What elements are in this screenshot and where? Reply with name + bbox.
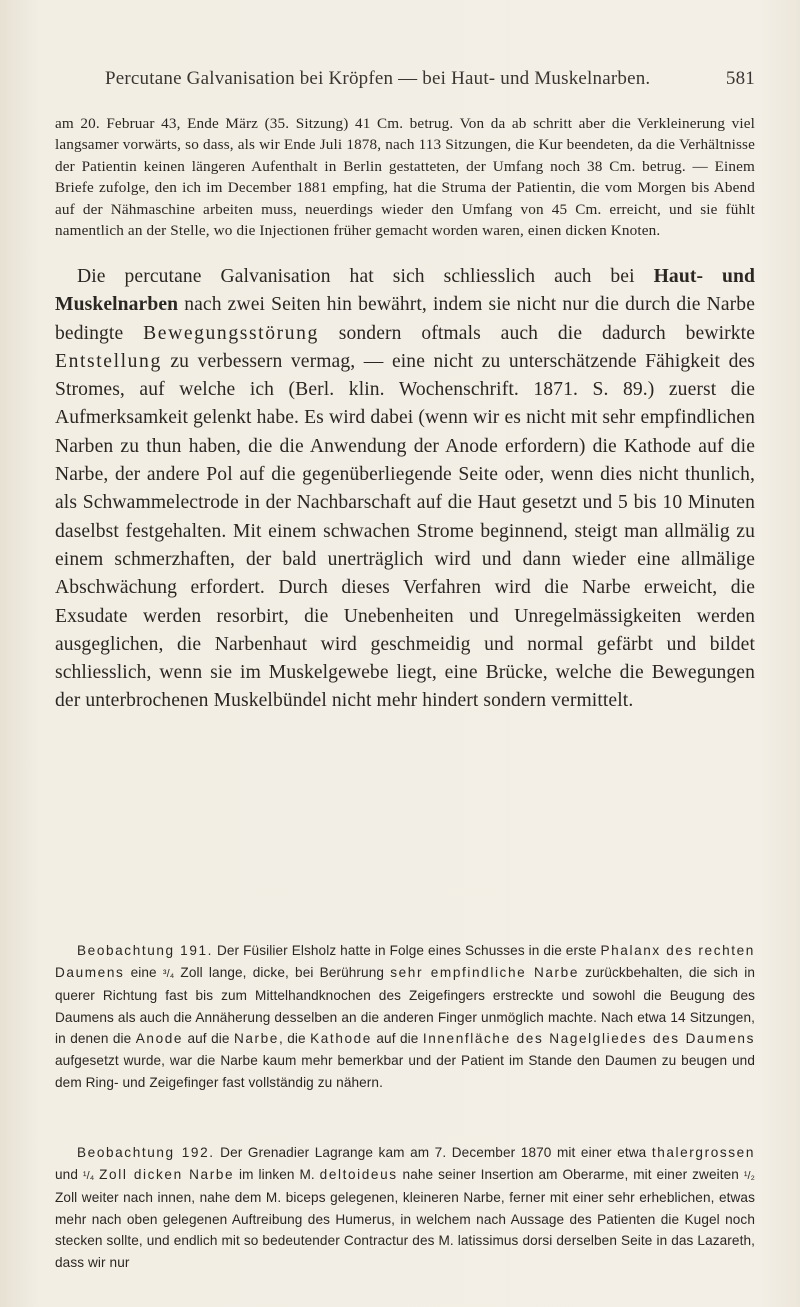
- text-run: zu verbessern vermag, — eine nicht zu unterschätzende Fähigkeit des Stromes, auf welche ich (Berl. klin. Wochenschrift. 1871. S. 89.) zuerst die Aufmerksamkeit gelenkt habe. Es wird dabei (wenn wir es nicht mit sehr empfindlichen Narben zu thun haben, die die Anwendung der Anode erfordern) die Kathode auf die Narbe, der andere Pol auf die gegenüberliegende Seite oder, wenn dies nicht thunlich, als Schwammelectrode in der Nachbarschaft auf die Haut gesetzt und 5 bis 10 Minuten daselbst festgehalten. Mit einem schwachen Strome beginnend, steigt man allmälig zu einem schmerzhaften, der bald unerträglich wird und dann wieder eine allmälige Abschwächung erfordert. Durch dieses Verfahren wird die Narbe erweicht, die Exsudate werden resorbirt, die Unebenheiten und Unregelmässigkeiten werden ausgeglichen, die Narbenhaut wird geschmeidig und normal gefärbt und bildet schliesslich, wenn sie im Muskelgewebe liegt, eine Brücke, welche die Bewegungen der unterbrochenen Muskelbündel nicht mehr hindert sondern vermittelt.: [55, 350, 755, 712]
- emphasis-anode: Anode: [135, 1031, 184, 1047]
- emphasis-bewegungsstoerung: Bewegungsstörung: [143, 322, 319, 344]
- paragraph-galvanisation-scars: [55, 263, 755, 716]
- emphasis-kathode: Kathode: [310, 1031, 372, 1047]
- emphasis-innenflaeche: Innenfläche des Nagelgliedes des Daumens: [422, 1031, 755, 1047]
- running-header: [105, 68, 755, 96]
- text-run: sondern oftmals auch die dadurch bewirkte: [318, 322, 755, 344]
- heading-term-haut-und-muskelnarben: Haut- und Muskelnarben: [55, 266, 756, 316]
- emphasis-deltoideus: deltoideus: [319, 1166, 398, 1182]
- text-run: zurückbehalten, die sich in querer Richtung fast bis zum Mittelhandknochen des Zeigefingers erstreckte und sowohl die Beugung des Daumens als auch die Annäherung desselben an die anderen Finger unmöglich machte. Nach etwa 14 Sitzungen, in denen die: [55, 964, 755, 1047]
- fraction: ¹/₄: [82, 1169, 95, 1182]
- fraction: ¹/₂: [743, 1169, 755, 1182]
- text-run: aufgesetzt wurde, war die Narbe kaum mehr bemerkbar und der Patient im Stande den Daumen zu beugen und dem Ring- und Zeigefinger fast vollständig zu nähern.: [55, 1052, 755, 1090]
- emphasis-phalanx: Phalanx des rechten Daumens: [55, 943, 755, 980]
- observation-label: Beobachtung 191.: [77, 943, 214, 958]
- text-run: , die: [278, 1031, 311, 1047]
- paragraph-body: [55, 263, 755, 716]
- text-run: Die percutane Galvanisation hat sich schliesslich auch bei: [77, 266, 654, 287]
- text-run: auf die: [183, 1031, 234, 1047]
- paragraph-text: am 20. Februar 43, Ende März (35. Sitzung) 41 Cm. betrug. Von da ab schritt aber die Verkleinerung viel langsamer vorwärts, so dass, als wir Ende Juli 1878, nach 113 Sitzungen, die Kur beendeten, da die Verhältnisse der Patientin keinen längeren Aufenthalt in Berlin gestatteten, der Umfang noch 38 Cm. betrug. — Einem Briefe zufolge, den ich im December 1881 empfing, hat die Struma der Patientin, die vom Morgen bis Abend auf der Nähmaschine arbeiten muss, neuerdings wieder den Umfang von 45 Cm. erreicht, und sie fühlt namentlich an der Stelle, wo die Injectionen früher gemacht worden waren, einen dicken Knoten.: [55, 115, 755, 240]
- observation-text: [55, 1142, 755, 1274]
- text-run: nach zwei Seiten hin bewährt, indem sie nicht nur die durch die Narbe bedingte: [55, 294, 755, 344]
- text-run: im linken M.: [234, 1166, 320, 1182]
- paragraph-struma-continuation: [55, 113, 755, 241]
- text-run: und: [55, 1166, 83, 1182]
- observation-text: [55, 940, 755, 1093]
- observation-192: [55, 1142, 755, 1274]
- observation-label: Beobachtung 192.: [77, 1145, 215, 1160]
- text-run: eine: [124, 964, 163, 980]
- text-run: Der Grenadier Lagrange kam am 7. December 1870 mit einer etwa: [214, 1145, 652, 1160]
- text-run: nahe seiner Insertion am Oberarme, mit einer zweiten: [397, 1166, 744, 1182]
- page-number: 581: [725, 68, 755, 89]
- emphasis-thalergrossen: thalergrossen: [651, 1145, 755, 1160]
- fraction: ³/₄: [162, 967, 175, 980]
- running-title: Percutane Galvanisation bei Kröpfen — bei Haut- und Muskelnarben.: [105, 68, 651, 89]
- text-run: Zoll weiter nach innen, nahe dem M. biceps gelegenen, kleineren Narbe, ferner mit einer sehr erheblichen, etwas mehr nach oben gelegenen Auftreibung des Humerus, in welchem nach Aussage des Patienten die Kugel noch stecken sollte, und endlich mit so bedeutender Contractur des M. latissimus dorsi derselben Seite in das Lazareth, dass wir nur: [55, 1190, 755, 1270]
- emphasis-entstellung: Entstellung: [55, 350, 162, 372]
- emphasis-zoll-dicken-narbe: Zoll dicken Narbe: [99, 1166, 235, 1182]
- emphasis-narbe: sehr empfindliche Narbe: [390, 964, 579, 980]
- emphasis-narbe-2: Narbe: [233, 1031, 279, 1047]
- text-run: Der Füsilier Elsholz hatte in Folge eines Schusses in die erste: [213, 943, 601, 958]
- text-run: Zoll lange, dicke, bei Berührung: [174, 964, 391, 980]
- observation-191: [55, 940, 755, 1093]
- text-run: auf die: [371, 1031, 423, 1047]
